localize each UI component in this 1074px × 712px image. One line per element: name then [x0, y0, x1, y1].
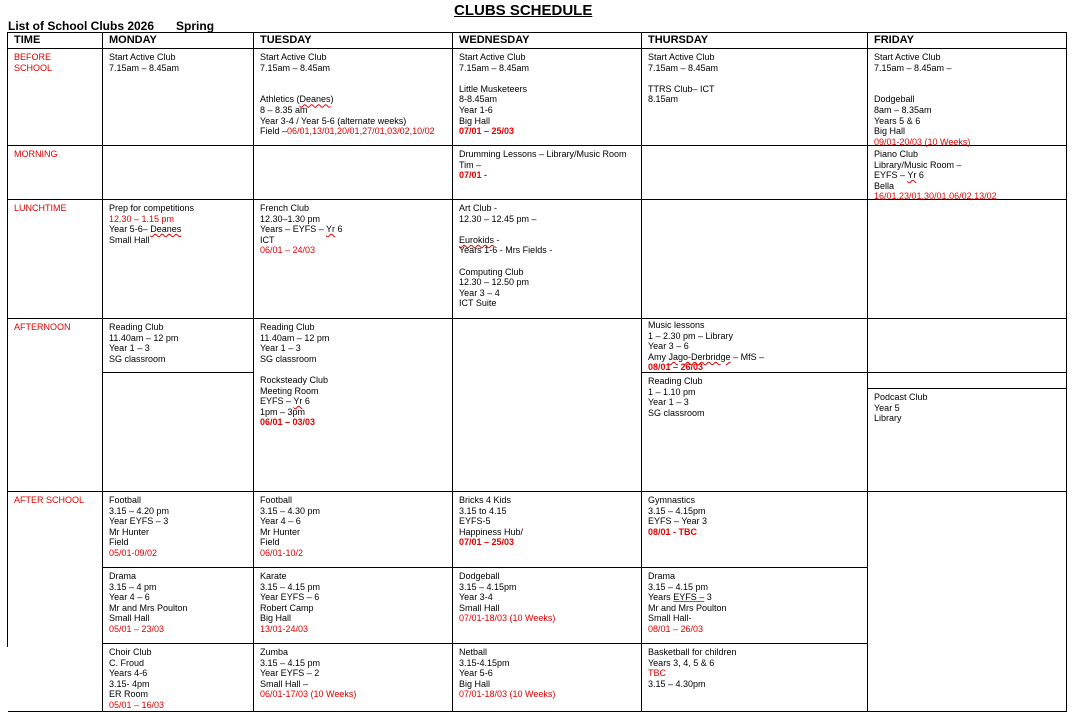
cell-mon-choir [103, 644, 254, 712]
cell-line: Mr Hunter [109, 526, 150, 537]
cell-line: Drumming Lessons – Library/Music Room [459, 149, 627, 159]
cell-tue-before [254, 49, 453, 146]
cell-line [260, 84, 446, 95]
cell-line: Year 5 [874, 402, 900, 413]
cell-line: Year 5-6 [459, 668, 493, 679]
cell-line: Piano Club [874, 149, 919, 159]
cell-line: 11.40am – 12 pm [260, 332, 330, 343]
cell-tue-morning [254, 146, 453, 200]
cell-line: SG classroom [260, 353, 317, 364]
cell-line: Year 1 – 3 [109, 343, 150, 354]
subtitle-list: List of School Clubs 2026 [8, 19, 155, 33]
cell-wed-bricks [453, 492, 642, 568]
cell-line: Small Hall [459, 602, 500, 613]
cell-line: 8am – 8.35am [874, 104, 932, 115]
header-thursday: THURSDAY [642, 33, 868, 49]
page-title: CLUBS SCHEDULE [454, 2, 593, 19]
header-monday: MONDAY [103, 33, 254, 49]
cell-line: TTRS Club– ICT [648, 83, 715, 94]
cell-line: 8 – 8.35 am [260, 104, 308, 115]
cell-line: Start Active Club [109, 52, 176, 62]
mon-football-dates: 05/01-09/02 [109, 547, 158, 558]
cell-line: Years EYFS – 3 [648, 592, 712, 603]
cell-line: Karate [260, 571, 287, 581]
mon-lunch-time: 12.30 – 1.15 pm [109, 213, 175, 224]
cell-line: Drama [109, 571, 137, 581]
cell-tue-football [254, 492, 453, 568]
cell-line: Small Hall [109, 234, 150, 245]
cell-line: Tim – [459, 159, 482, 170]
fri-piano-dates: 16/01,23/01,30/01,06/02,13/02 [874, 191, 997, 202]
cell-line: 3.15 – 4.20 pm [109, 505, 170, 516]
spellcheck-mark: Jago-Derbridge [668, 351, 731, 362]
thu-basket-time: 3.15 – 4.30pm [648, 678, 706, 689]
cell-line: Year 4 – 6 [109, 592, 150, 603]
cell-line: Years 3, 4, 5 & 6 [648, 657, 715, 668]
cell-line: Bricks 4 Kids [459, 495, 512, 505]
tue-rocksteady-dates: 06/01 – 03/03 [260, 417, 316, 428]
header-tuesday: TUESDAY [254, 33, 453, 49]
cell-line: Year EYFS – 2 [260, 668, 320, 679]
mon-lunch-title: Prep for competitions [109, 203, 195, 213]
spellcheck-mark: Deanes [150, 224, 182, 235]
spellcheck-mark: Eurokids [459, 234, 495, 245]
header-time: TIME [8, 33, 103, 49]
cell-line: 3.15 – 4.15 pm [260, 657, 321, 668]
cell-line: Library [874, 413, 902, 424]
cell-line [648, 73, 861, 84]
cell-line: Little Musketeers [459, 83, 528, 94]
cell-line: 7.15am – 8.45am [648, 62, 719, 73]
cell-fri-morning [868, 146, 1067, 200]
cell-line: 3.15 – 4.30 pm [260, 505, 321, 516]
spellcheck-mark: Yr [326, 224, 336, 235]
cell-line: Dodgeball [459, 571, 500, 581]
cell-line: Start Active Club [459, 52, 526, 62]
wed-musketeers-dates: 07/01 – 25/03 [459, 126, 515, 137]
cell-line: Athletics (Deanes) [260, 94, 334, 105]
cell-thu-lunch [642, 200, 868, 319]
cell-wed-lunch [453, 200, 642, 319]
header-wednesday: WEDNESDAY [453, 33, 642, 49]
cell-line: 3.15 – 4.15 pm [260, 581, 321, 592]
cell-line: 7.15am – 8.45am [109, 62, 180, 73]
cell-line: 7.15am – 8.45am [260, 62, 331, 73]
cell-line: Netball [459, 647, 488, 657]
cell-wed-afternoon [453, 319, 642, 492]
time-before-school [8, 49, 103, 146]
cell-fri-podcast [868, 389, 1067, 492]
cell-wed-before [453, 49, 642, 146]
thu-basket-tbc: TBC [648, 668, 666, 679]
cell-thu-drama [642, 568, 868, 644]
time-label: SCHOOL [14, 62, 53, 73]
wed-netball-dates: 07/01-18/03 (10 Weeks) [459, 689, 556, 700]
cell-line: Gymnastics [648, 495, 696, 505]
cell-line: 3.15- 4pm [109, 678, 150, 689]
cell-tue-karate [254, 568, 453, 644]
cell-tue-afternoon [254, 319, 453, 492]
cell-fri-before [868, 49, 1067, 146]
cell-line: 8.15am [648, 94, 679, 105]
thu-music-dates: 08/01 – 26/03 [648, 362, 704, 373]
document-subtitle [8, 19, 214, 33]
cell-line: 3.15 to 4.15 [459, 505, 507, 516]
cell-thu-music [642, 319, 868, 373]
subtitle-term: Spring [176, 19, 215, 33]
cell-line: Year 3-4 / Year 5-6 (alternate weeks) [260, 115, 407, 126]
time-lunchtime: LUNCHTIME [8, 200, 103, 319]
header-friday: FRIDAY [868, 33, 1067, 49]
cell-line: 3.15 – 4.15pm [648, 505, 706, 516]
cell-line: 7.15am – 8.45am – [874, 62, 952, 73]
cell-thu-morning [642, 146, 868, 200]
cell-line: Big Hall [874, 126, 906, 137]
cell-line: 1pm – 3pm [260, 406, 306, 417]
cell-line: Big Hall [459, 115, 491, 126]
cell-line: Mr and Mrs Poulton [109, 602, 188, 613]
cell-line: Year 3 – 4 [459, 287, 500, 298]
cell-fri-afternoon-1 [868, 319, 1067, 373]
cell-thu-reading [642, 373, 868, 492]
spellcheck-mark: Yr [907, 170, 917, 181]
cell-line: EYFS – Year 3 [648, 516, 708, 527]
cell-line: 11.40am – 12 pm [109, 332, 179, 343]
cell-line: Zumba [260, 647, 289, 657]
cell-line: Year 5-6– Deanes [109, 224, 182, 235]
cell-mon-lunch [103, 200, 254, 319]
cell-line: Reading Club [260, 322, 315, 332]
wed-dodge-dates: 07/01-18/03 (10 Weeks) [459, 613, 556, 624]
cell-line: Reading Club [648, 376, 703, 386]
cell-line: Meeting Room [260, 385, 319, 396]
cell-line: 3.15 – 4.15pm [459, 581, 517, 592]
cell-line: Year 3 – 6 [648, 341, 689, 352]
cell-line: Big Hall [260, 613, 292, 624]
cell-line: Year 1 – 3 [648, 397, 689, 408]
cell-line [874, 84, 1060, 95]
cell-line: Mr Hunter [260, 526, 301, 537]
cell-line: Rocksteady Club [260, 374, 329, 385]
cell-thu-gymnastics [642, 492, 868, 568]
cell-line: 8-8.45am [459, 94, 498, 105]
cell-mon-before [103, 49, 254, 146]
tue-football-dates: 06/01-10/2 [260, 547, 304, 558]
cell-line: Years – EYFS – Yr 6 [260, 224, 343, 235]
cell-line: Football [260, 495, 293, 505]
cell-line: Start Active Club [260, 52, 327, 62]
cell-line: Year 1-6 [459, 104, 493, 115]
cell-line: Start Active Club [874, 52, 941, 62]
cell-line: Year 4 – 6 [260, 516, 301, 527]
cell-thu-before [642, 49, 868, 146]
cell-line: Year 3-4 [459, 592, 493, 603]
cell-mon-football [103, 492, 254, 568]
cell-line: Years 4-6 [109, 668, 148, 679]
grammar-mark: EYFS – [673, 592, 705, 603]
mon-choir-dates: 05/01 – 16/03 [109, 699, 165, 710]
cell-line: EYFS-5 [459, 516, 491, 527]
cell-line: Mr and Mrs Poulton [648, 602, 727, 613]
cell-wed-dodgeball [453, 568, 642, 644]
cell-line: Year EYFS – 3 [109, 516, 169, 527]
cell-fri-lunch [868, 200, 1067, 319]
cell-line: Library/Music Room – [874, 159, 962, 170]
fri-dodgeball-dates: 09/01-20/03 (10 Weeks) [874, 136, 971, 147]
cell-line: ER Room [109, 689, 149, 700]
cell-line: Year 1 – 3 [260, 343, 301, 354]
cell-line [459, 73, 635, 84]
cell-line: EYFS – Yr 6 [260, 396, 310, 407]
cell-line: 7.15am – 8.45am [459, 62, 530, 73]
cell-line: Drama [648, 571, 676, 581]
cell-wed-morning [453, 146, 642, 200]
cell-line [874, 73, 1060, 84]
cell-line: Year EYFS – 6 [260, 592, 320, 603]
cell-line: SG classroom [109, 353, 166, 364]
cell-line: 12.30–1.30 pm [260, 213, 321, 224]
spellcheck-mark: Deanes [299, 94, 331, 105]
cell-line [260, 73, 446, 84]
cell-line: Computing Club [459, 266, 524, 277]
cell-line: 12.30 – 12.45 pm – [459, 213, 537, 224]
cell-mon-morning [103, 146, 254, 200]
cell-line: Years 5 & 6 [874, 115, 921, 126]
cell-fri-afternoon-2 [868, 373, 1067, 389]
cell-line: 12.30 – 12.50 pm [459, 277, 530, 288]
cell-line: EYFS – Yr 6 [874, 170, 924, 181]
cell-line: Small Hall- [648, 613, 692, 624]
cell-line: 3.15 – 4 pm [109, 581, 157, 592]
cell-line: Basketball for children [648, 647, 737, 657]
cell-line: Field [260, 537, 280, 548]
cell-line: French Club [260, 203, 310, 213]
cell-line: Music lessons [648, 320, 705, 330]
cell-line: Small Hall [109, 613, 150, 624]
cell-line: Reading Club [109, 322, 164, 332]
schedule-table [7, 32, 1067, 710]
cell-line: Football [109, 495, 142, 505]
cell-line: Big Hall [459, 678, 491, 689]
cell-line: Years 1-6 - Mrs Fields - [459, 245, 553, 256]
time-afternoon: AFTERNOON [8, 319, 103, 492]
cell-line: ICT Suite [459, 298, 497, 309]
cell-thu-basketball [642, 644, 868, 712]
cell-tue-zumba [254, 644, 453, 712]
cell-line: Eurokids - [459, 234, 500, 245]
cell-line: Happiness Hub/ [459, 526, 524, 537]
cell-line [260, 364, 446, 375]
wed-drumming-dates: 07/01 - [459, 170, 488, 181]
cell-line: 1 – 1.10 pm [648, 386, 696, 397]
time-label: BEFORE [14, 52, 52, 62]
cell-line: ICT [260, 234, 275, 245]
cell-line: Bella [874, 180, 895, 191]
cell-line: C. Froud [109, 657, 145, 668]
cell-line: Start Active Club [648, 52, 715, 62]
cell-wed-netball [453, 644, 642, 712]
cell-line: Choir Club [109, 647, 152, 657]
cell-mon-afternoon [103, 319, 254, 373]
cell-line: Field [109, 537, 129, 548]
time-after-school: AFTER SCHOOL [8, 492, 103, 712]
cell-line [459, 256, 635, 267]
cell-mon-drama [103, 568, 254, 644]
thu-gym-dates: 08/01 - TBC [648, 526, 698, 537]
cell-line: Podcast Club [874, 392, 928, 402]
cell-line: Robert Camp [260, 602, 314, 613]
cell-line: Small Hall – [260, 678, 309, 689]
cell-line: SG classroom [648, 407, 705, 418]
cell-line: Amy Jago-Derbridge – MfS – [648, 351, 765, 362]
cell-line: 1 – 2.30 pm – Library [648, 330, 734, 341]
thu-drama-dates: 08/01 – 26/03 [648, 623, 704, 634]
mon-drama-dates: 05/01 – 23/03 [109, 623, 165, 634]
tue-french-dates: 06/01 – 24/03 [260, 245, 316, 256]
cell-fri-after [868, 492, 1067, 712]
cell-tue-lunch [254, 200, 453, 319]
cell-line: Art Club - [459, 203, 498, 213]
cell-line: Dodgeball [874, 94, 915, 105]
tue-athletics-dates: 06/01,13/01,20/01,27/01,03/02,10/02 [287, 126, 435, 137]
spellcheck-mark: Yr [293, 396, 303, 407]
cell-line: 3.15-4.15pm [459, 657, 510, 668]
tue-karate-dates: 13/01-24/03 [260, 623, 309, 634]
cell-line [459, 224, 635, 235]
tue-zumba-dates: 06/01-17/03 (10 Weeks) [260, 689, 357, 700]
time-morning: MORNING [8, 146, 103, 200]
cell-line: Field – [260, 126, 288, 137]
cell-mon-afternoon-empty [103, 373, 254, 492]
cell-line: 3.15 – 4.15 pm [648, 581, 709, 592]
wed-bricks-dates: 07/01 – 25/03 [459, 537, 515, 548]
